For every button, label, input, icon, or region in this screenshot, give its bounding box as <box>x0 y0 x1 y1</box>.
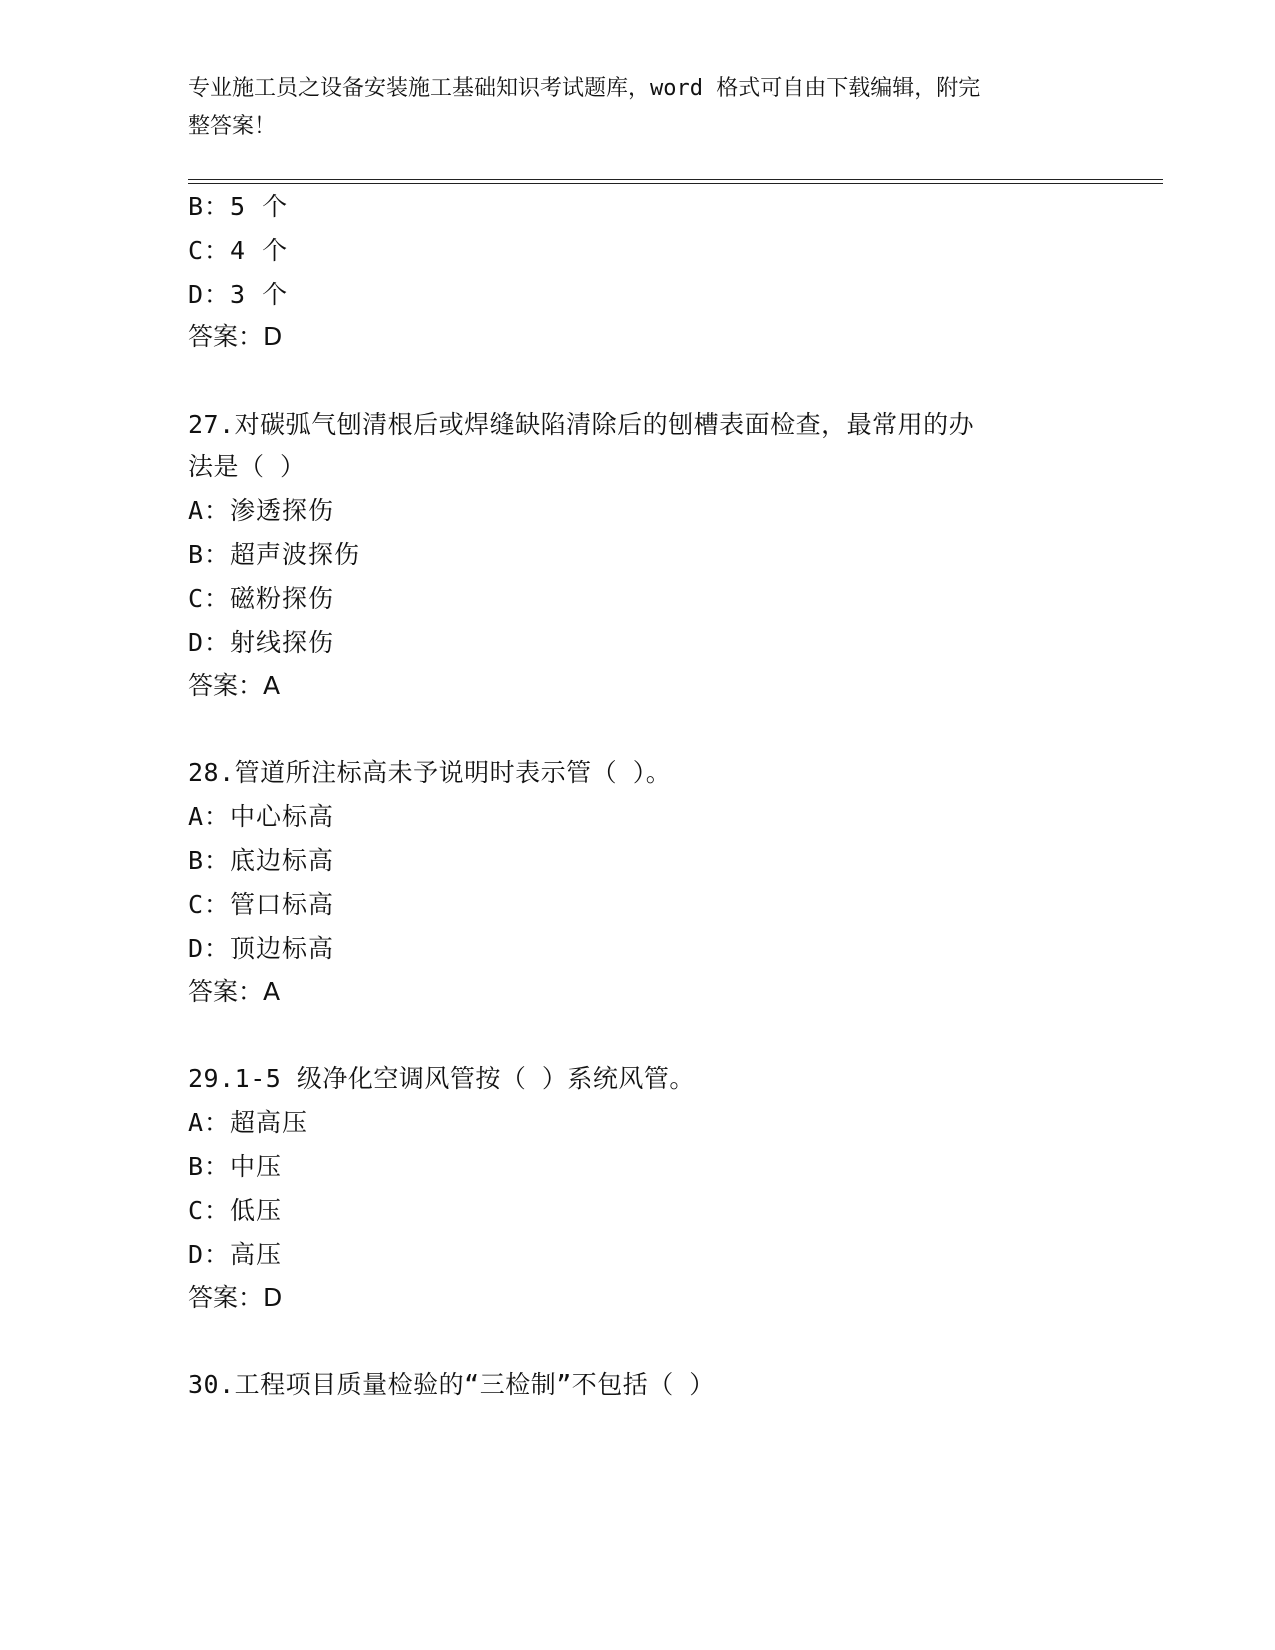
question-28-text-line-1: 28.管道所注标高未予说明时表示管（ ）。 <box>188 758 672 787</box>
header-divider-top <box>188 179 1163 180</box>
question-29-option-d: D：高压 <box>188 1240 283 1269</box>
answer-line: 答案：D <box>188 322 283 351</box>
question-28-option-a: A：中心标高 <box>188 802 335 831</box>
question-28-answer: 答案：A <box>188 977 281 1006</box>
question-27-option-d: D：射线探伤 <box>188 628 335 657</box>
question-27-text-line-1: 27.对碳弧气刨清根后或焊缝缺陷清除后的刨槽表面检查，最常用的办 <box>188 410 975 439</box>
header-note-line-2: 整答案！ <box>188 114 277 139</box>
header-divider-bottom <box>188 183 1163 184</box>
option-c: C：4 个 <box>188 236 289 265</box>
option-b: B：5 个 <box>188 192 289 221</box>
question-27-option-c: C：磁粉探伤 <box>188 584 335 613</box>
question-27-answer: 答案：A <box>188 671 281 700</box>
question-27-option-a: A：渗透探伤 <box>188 496 335 525</box>
document-header-note <box>188 70 1088 146</box>
question-30-text-line-1: 30.工程项目质量检验的“三检制”不包括（ ） <box>188 1370 715 1399</box>
question-28-option-b: B：底边标高 <box>188 846 335 875</box>
question-29-option-b: B：中压 <box>188 1152 283 1181</box>
question-29-text-line-1: 29.1-5 级净化空调风管按（ ）系统风管。 <box>188 1064 695 1093</box>
question-27-option-b: B：超声波探伤 <box>188 540 361 569</box>
question-29-answer: 答案：D <box>188 1283 283 1312</box>
question-28-option-c: C：管口标高 <box>188 890 335 919</box>
header-note-line-1: 专业施工员之设备安装施工基础知识考试题库，word 格式可自由下载编辑，附完 <box>188 76 981 101</box>
question-29-option-c: C：低压 <box>188 1196 283 1225</box>
question-27-text-line-2: 法是（ ） <box>188 452 306 481</box>
option-d: D：3 个 <box>188 280 289 309</box>
question-29-option-a: A：超高压 <box>188 1108 309 1137</box>
question-28-option-d: D：顶边标高 <box>188 934 335 963</box>
